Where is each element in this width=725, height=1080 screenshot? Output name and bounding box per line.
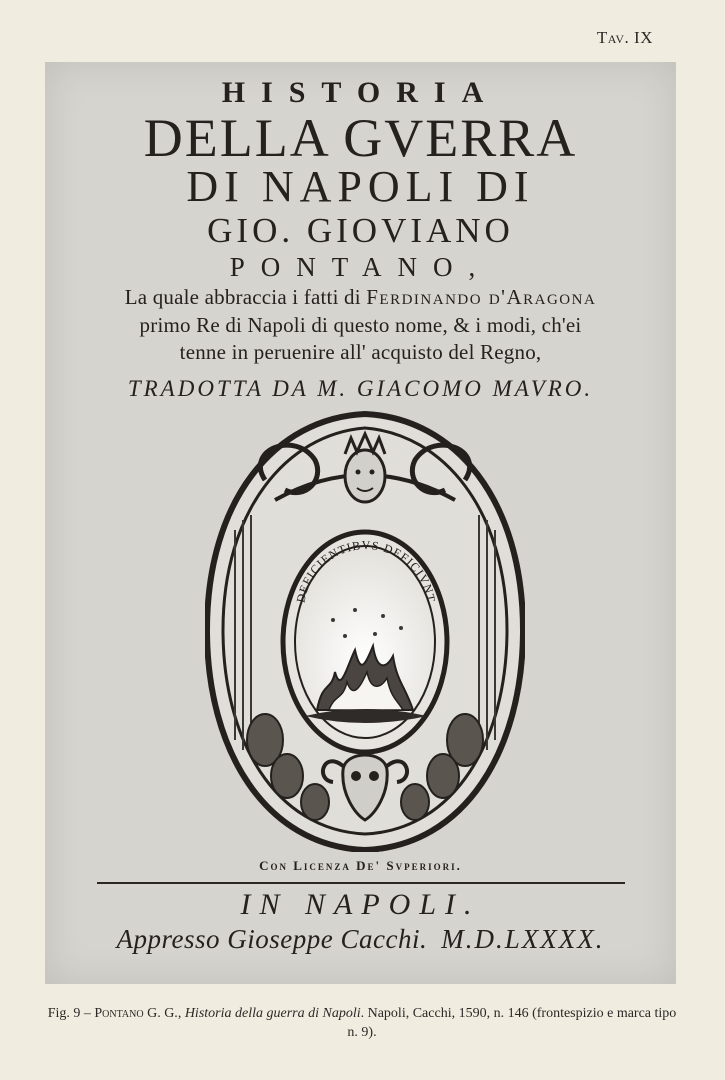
title-page-plate	[45, 62, 676, 984]
title-line-pontano: PONTANO,	[229, 252, 492, 282]
imprint-rule	[97, 882, 625, 884]
translator-line: TRADOTTA DA M. GIACOMO MAVRO.	[127, 376, 594, 401]
title-line-della-guerra: DELLA GVERRA	[143, 108, 578, 168]
subtitle-line-1: La quale abbraccia i fatti di Ferdinando d'Aragona	[124, 285, 597, 309]
title-line-di-napoli: DI NAPOLI DI	[186, 162, 535, 211]
subtitle-line-2: primo Re di Napoli di questo nome, & i modi, ch'ei	[139, 313, 582, 337]
caption-title: Historia della guerra di Napoli	[184, 1006, 361, 1021]
subtitle-line-3: tenne in peruenire all' acquisto del Regno,	[179, 340, 542, 364]
title-line-historia: HISTORIA	[221, 76, 500, 109]
imprint-year: M.D.LXXXX.	[441, 924, 605, 954]
caption-author: Pontano G. G.	[94, 1006, 178, 1021]
imprint-city: IN NAPOLI.	[240, 888, 481, 921]
title-line-author: GIO. GIOVIANO	[207, 211, 514, 250]
figure-caption: Fig. 9 – Pontano G. G., Historia della guerra di Napoli. Napoli, Cacchi, 1590, n. 146 (frontespizio e marca tipo n. 9).	[47, 1006, 677, 1040]
device-motto: DEFICIENTIBVS DEFICIVNT	[293, 538, 439, 604]
licenza-line: Con Licenza De' Svperiori.	[259, 858, 462, 873]
plate-number: Tav. IX	[596, 28, 653, 47]
imprint-printer: Appresso Gioseppe Cacchi.	[116, 924, 428, 954]
printers-device-woodcut	[205, 410, 525, 852]
imprint-printer-line	[45, 922, 676, 956]
